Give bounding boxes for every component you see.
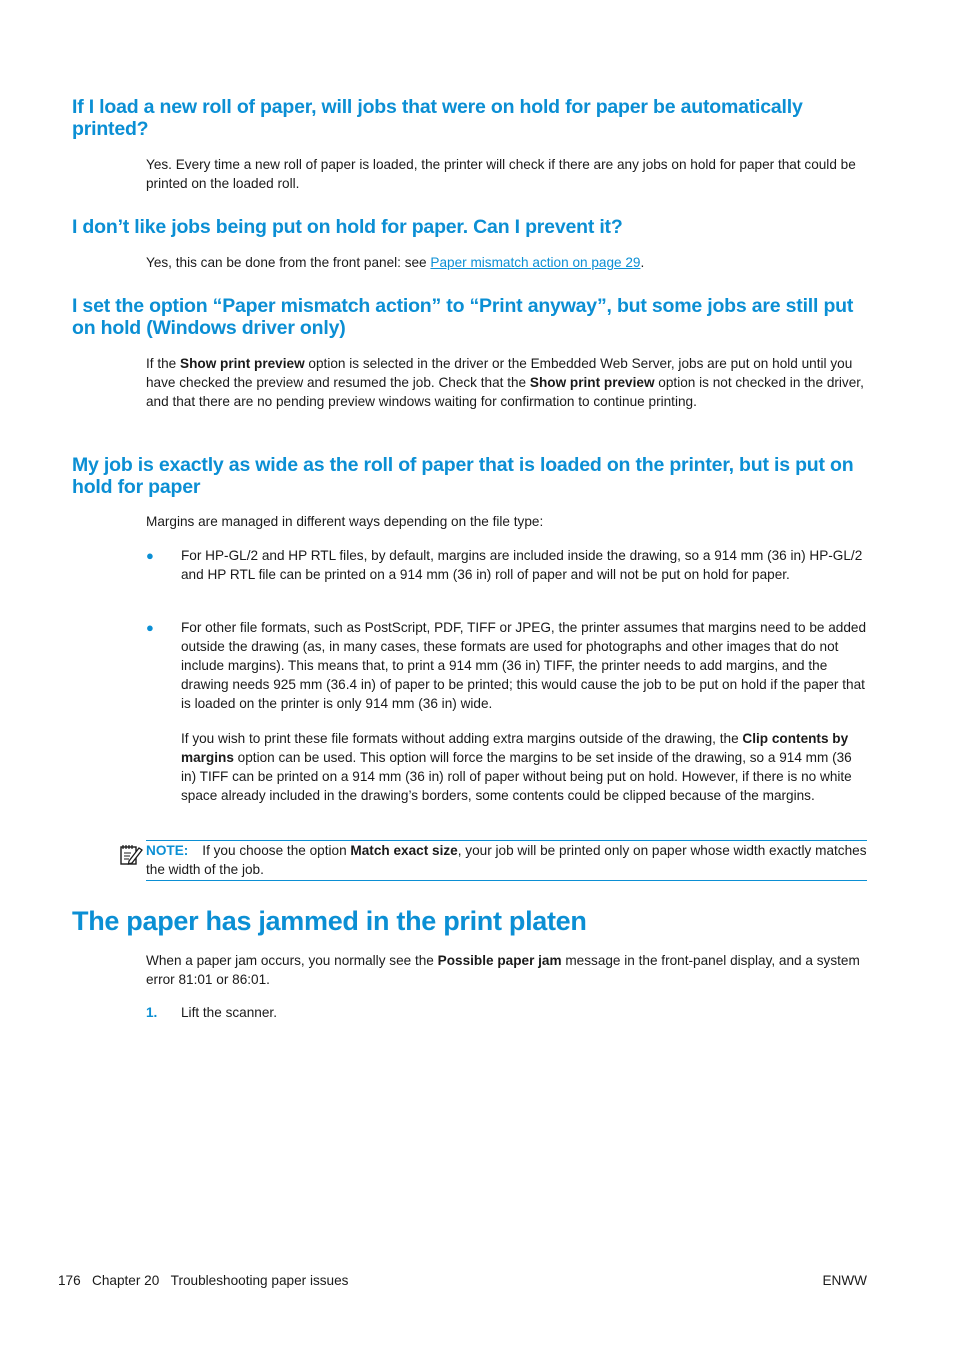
page-section-title: The paper has jammed in the print platen [72, 906, 587, 936]
text: option can be used. This option will force the margins to be set inside of the drawing, so a 914 mm (36 in) TIFF can be printed on a 914 mm (36 in) roll of paper without being put on hold. However, if there is no white space already included in the drawing’s borders, some contents could be clipped because of the margins. [181, 750, 852, 803]
text: When a paper jam occurs, you normally see the [146, 953, 438, 968]
text: option is selected in the driver or the Embedded Web Server, jobs are put on hold until you have checked the preview and resumed the job. Check that the [146, 356, 853, 390]
page-number: 176 [58, 1273, 81, 1288]
text: If the [146, 356, 181, 371]
section-body-prevent-hold [146, 253, 868, 272]
section-body-new-roll: Yes. Every time a new roll of paper is loaded, the printer will check if there are any jobs on hold for paper that could be printed on the loaded roll. [146, 157, 856, 191]
step-number: 1. [146, 1005, 158, 1020]
text: If you choose the option [202, 843, 351, 858]
bold-term: Possible paper jam [437, 953, 562, 968]
body-text: Yes, this can be done from the front panel: see [146, 255, 431, 270]
bullet-icon: ● [146, 548, 154, 563]
note-box [146, 840, 867, 881]
note-label: NOTE: [146, 843, 189, 858]
paper-mismatch-link[interactable]: Paper mismatch action on page 29 [430, 255, 641, 270]
paper-jam-intro [146, 951, 868, 989]
bullet-item-hpgl: For HP-GL/2 and HP RTL files, by default, margins are included inside the drawing, so a 914 mm (36 in) HP-GL/2 and HP RTL file can be printed on a 914 mm (36 in) roll of paper and will not be put on hold for paper. [181, 548, 863, 582]
text: , your job will be printed only on paper whose width exactly matches the width of the job. [146, 843, 867, 877]
text: message in the front-panel display, and a system error 81:01 or 86:01. [146, 953, 860, 987]
bullet-icon: ● [146, 620, 154, 635]
footer-left [58, 1271, 348, 1290]
bold-term: Show print preview [529, 375, 655, 390]
bold-term: Show print preview [180, 356, 305, 371]
bold-term: Match exact size [350, 843, 458, 858]
footer-locale: ENWW [822, 1273, 867, 1288]
note-text [146, 841, 867, 879]
section-intro-margins: Margins are managed in different ways depending on the file type: [146, 514, 544, 529]
section-heading-exact-width: My job is exactly as wide as the roll of paper that is loaded on the printer, but is put on hold for paper [72, 454, 854, 498]
clip-contents-paragraph [181, 729, 869, 805]
chapter-title: Troubleshooting paper issues [170, 1273, 349, 1288]
chapter-label: Chapter 20 [92, 1273, 160, 1288]
bold-term: Clip contents by margins [181, 731, 849, 765]
section-body-print-anyway [146, 354, 868, 411]
section-heading-print-anyway: I set the option “Paper mismatch action” to “Print anyway”, but some jobs are still put on hold (Windows driver only) [72, 295, 854, 339]
section-heading-prevent-hold: I don’t like jobs being put on hold for paper. Can I prevent it? [72, 216, 623, 238]
text: If you wish to print these file formats without adding extra margins outside of the drawing, the [181, 731, 743, 746]
section-heading-new-roll: If I load a new roll of paper, will jobs that were on hold for paper be automatically printed? [72, 96, 803, 140]
text: option is not checked in the driver, and that there are no pending preview windows waiting for confirmation to continue printing. [146, 375, 864, 409]
note-pencil-icon [119, 842, 143, 866]
step-text: Lift the scanner. [181, 1005, 277, 1020]
body-text-end: . [640, 255, 645, 270]
bullet-item-other-formats: For other file formats, such as PostScript, PDF, TIFF or JPEG, the printer assumes that margins need to be added outside the drawing (as, in many cases, these formats are used for photographs and other images that do not include margins). This means that, to print a 914 mm (36 in) TIFF, the printer needs to add margins, and the drawing needs 925 mm (36.4 in) of paper to be printed; this would cause the job to be put on hold if the paper that is loaded on the printer is only 914 mm (36 in) wide. [181, 620, 867, 711]
